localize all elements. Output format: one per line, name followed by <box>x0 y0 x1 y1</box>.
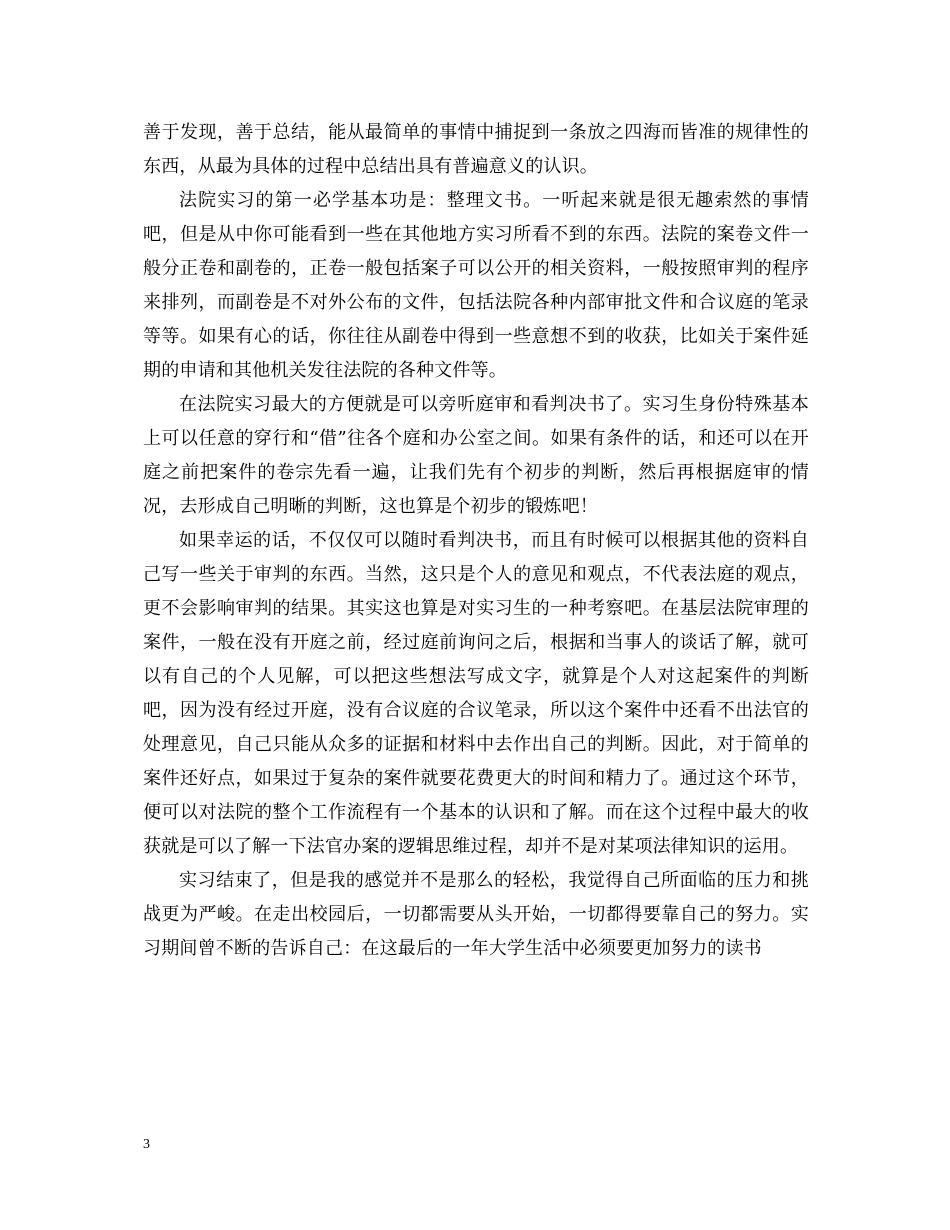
page-number: 3 <box>143 1137 150 1152</box>
paragraph-2: 法院实习的第一必学基本功是：整理文书。一听起来就是很无趣索然的事情吧，但是从中你可能看到一些在其他地方实习所看不到的东西。法院的案卷文件一般分正卷和副卷的，正卷一般包括案子可以公开的相关资料，一般按照审判的程序来排列，而副卷是不对外公布的文件，包括法院各种内部审批文件和合议庭的笔录等等。如果有心的话，你往往从副卷中得到一些意想不到的收获，比如关于案件延期的申请和其他机关发往法院的各种文件等。 <box>143 190 809 381</box>
paragraph-5: 实习结束了，但是我的感觉并不是那么的轻松，我觉得自己所面临的压力和挑战更为严峻。在走出校园后，一切都需要从头开始，一切都得要靠自己的努力。实习期间曾不断的告诉自己：在这最后的一年大学生活中必须要更加努力的读书 <box>143 870 809 959</box>
paragraph-3: 在法院实习最大的方便就是可以旁听庭审和看判决书了。实习生身份特殊基本上可以任意的穿行和“借”往各个庭和办公室之间。如果有条件的话，和还可以在开庭之前把案件的卷宗先看一遍，让我们先有个初步的判断，然后再根据庭审的情况，去形成自己明晰的判断，这也算是个初步的锻炼吧！ <box>143 394 809 517</box>
document-body <box>143 116 809 966</box>
paragraph-1: 善于发现，善于总结，能从最简单的事情中捕捉到一条放之四海而皆准的规律性的东西，从最为具体的过程中总结出具有普遍意义的认识。 <box>143 122 809 177</box>
paragraph-4: 如果幸运的话，不仅仅可以随时看判决书，而且有时候可以根据其他的资料自己写一些关于审判的东西。当然，这只是个人的意见和观点，不代表法庭的观点，更不会影响审判的结果。其实这也算是对实习生的一种考察吧。在基层法院审理的案件，一般在没有开庭之前，经过庭前询问之后，根据和当事人的谈话了解，就可以有自己的个人见解，可以把这些想法写成文字，就算是个人对这起案件的判断吧，因为没有经过开庭，没有合议庭的合议笔录，所以这个案件中还看不出法官的处理意见，自己只能从众多的证据和材料中去作出自己的判断。因此，对于简单的案件还好点，如果过于复杂的案件就要花费更大的时间和精力了。通过这个环节，便可以对法院的整个工作流程有一个基本的认识和了解。而在这个过程中最大的收获就是可以了解一下法官办案的逻辑思维过程，却并不是对某项法律知识的运用。 <box>143 530 809 857</box>
